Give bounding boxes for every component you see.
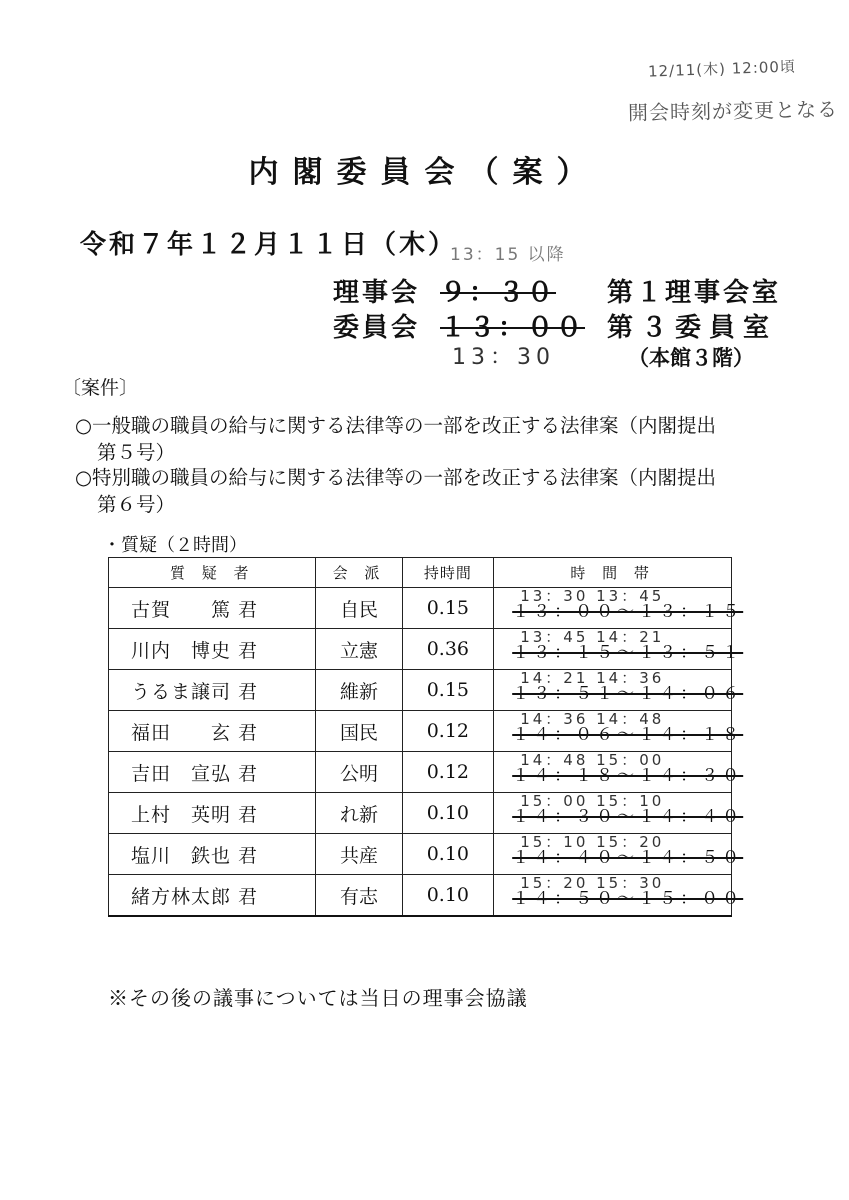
time-slot-struck: １４：０６～１４：１８ [512, 725, 744, 745]
party-name: 有志 [316, 875, 402, 917]
column-header-hours: 持時間 [402, 558, 494, 588]
questioner-name: 塩川 鉄也 君 [109, 834, 316, 875]
rijikai-label: 理事会 [333, 278, 421, 308]
time-slot-cell [494, 587, 744, 629]
meeting-date: 令和７年１２月１１日（木） [80, 230, 458, 260]
time-slot-cell [494, 792, 744, 834]
time-slot-handwritten: 14：48 15：00 [520, 751, 665, 769]
bill-line: ○特別職の職員の給与に関する法律等の一部を改正する法律案（内閣提出 [75, 466, 717, 489]
time-slot-struck: １３：５１～１４：０６ [512, 684, 744, 704]
questioner-name: 緒方林太郎 君 [109, 875, 316, 917]
allotted-time: 0.12 [402, 752, 494, 793]
time-slot-struck: １４：３０～１４：４０ [512, 807, 744, 827]
table-row [109, 711, 732, 752]
party-name: 国民 [316, 711, 402, 752]
iinkai-time-struck: １３：００ [440, 313, 586, 343]
party-name: 公明 [316, 752, 402, 793]
time-slot-cell [494, 710, 744, 752]
time-slot-cell [494, 751, 744, 793]
questioner-name: 川内 博史 君 [109, 629, 316, 670]
time-slot-handwritten: 14：21 14：36 [520, 669, 665, 687]
allotted-time: 0.36 [402, 629, 494, 670]
iinkai-time-handwritten: 13：30 [452, 345, 555, 370]
allotted-time: 0.10 [402, 793, 494, 834]
party-name: 立憲 [316, 629, 402, 670]
handwritten-note-line2: 開会時刻が変更となる [627, 97, 839, 125]
questioner-name: うるま譲司 君 [109, 670, 316, 711]
qa-heading: ・質疑（２時間） [103, 535, 247, 556]
bill-line: 第６号） [97, 493, 176, 516]
time-slot-cell [494, 833, 744, 875]
column-header-party: 会 派 [316, 558, 402, 588]
time-slot-struck: １４：４０～１４：５０ [512, 848, 744, 868]
time-slot-handwritten: 14：36 14：48 [520, 710, 665, 728]
allotted-time: 0.15 [402, 588, 494, 629]
iinkai-label: 委員会 [333, 313, 421, 343]
allotted-time: 0.10 [402, 875, 494, 917]
column-header-slot: 時 間 帯 [494, 558, 732, 588]
time-slot-cell [494, 628, 744, 670]
allotted-time: 0.15 [402, 670, 494, 711]
table-row [109, 793, 732, 834]
bill-line: ○一般職の職員の給与に関する法律等の一部を改正する法律案（内閣提出 [75, 414, 717, 437]
bill-item [75, 464, 795, 518]
column-header-name: 質 疑 者 [109, 558, 316, 588]
time-slot-cell [494, 874, 744, 917]
bill-line: 第５号） [97, 441, 176, 464]
table-row [109, 752, 732, 793]
time-slot-handwritten: 15：00 15：10 [520, 792, 665, 810]
document-title: 内閣委員会（案） [248, 155, 601, 190]
time-slot-struck: １３：００～１３：１５ [512, 602, 744, 622]
time-slot-handwritten: 15：20 15：30 [520, 874, 665, 892]
handwritten-note-line1: 12/11(木) 12:00頃 [647, 57, 797, 81]
table-row [109, 670, 732, 711]
qa-table [108, 557, 744, 917]
agenda-heading: 〔案件〕 [62, 377, 139, 399]
footnote: ※その後の議事については当日の理事会協議 [108, 986, 528, 1010]
table-row [109, 629, 732, 670]
time-slot-handwritten: 13：45 14：21 [520, 628, 665, 646]
party-name: 共産 [316, 834, 402, 875]
time-slot-struck: １３：１５～１３：５１ [512, 643, 744, 663]
party-name: 維新 [316, 670, 402, 711]
time-slot-handwritten: 13：30 13：45 [520, 587, 665, 605]
questioner-name: 古賀 篤 君 [109, 588, 316, 629]
questioner-name: 吉田 宣弘 君 [109, 752, 316, 793]
questioner-name: 福田 玄 君 [109, 711, 316, 752]
party-name: 自民 [316, 588, 402, 629]
bill-item [75, 412, 795, 466]
table-row [109, 875, 732, 917]
date-handwritten-annotation: 13：15 以降 [450, 245, 566, 265]
table-row [109, 588, 732, 629]
time-slot-handwritten: 15：10 15：20 [520, 833, 665, 851]
rijikai-time-struck: ９：３０ [440, 278, 557, 308]
iinkai-room: 第３委員室 [607, 313, 778, 343]
allotted-time: 0.10 [402, 834, 494, 875]
time-slot-struck: １４：５０～１５：００ [512, 889, 744, 909]
table-row [109, 834, 732, 875]
time-slot-cell [494, 669, 744, 711]
rijikai-room: 第１理事会室 [607, 278, 782, 308]
time-slot-struck: １４：１８～１４：３０ [512, 766, 744, 786]
allotted-time: 0.12 [402, 711, 494, 752]
party-name: れ新 [316, 793, 402, 834]
iinkai-building: （本館３階） [628, 345, 754, 370]
questioner-name: 上村 英明 君 [109, 793, 316, 834]
table-header-row [109, 558, 732, 588]
